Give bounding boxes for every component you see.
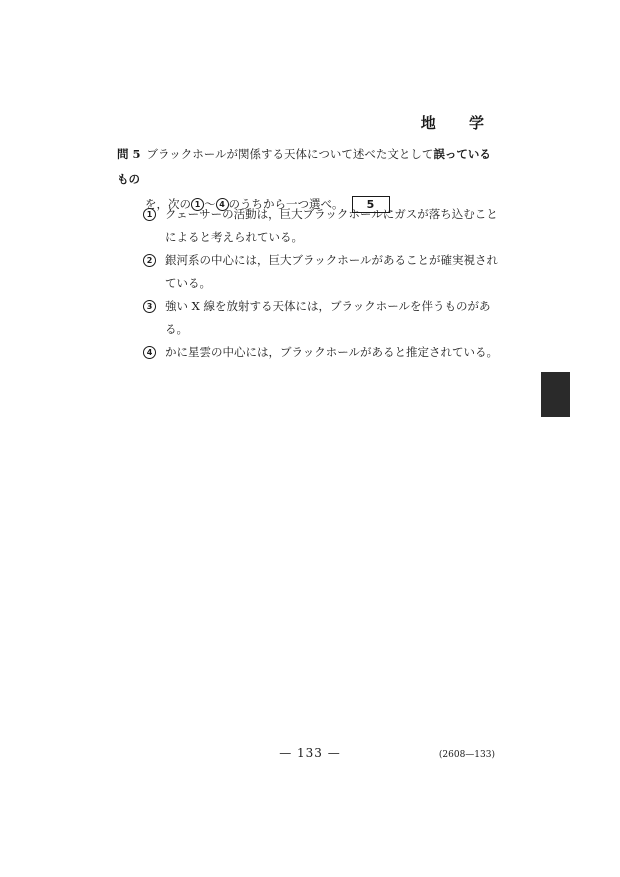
choice-text: 強い X 線を放射する天体には，ブラックホールを伴うものがある。 [165,299,491,336]
choice-number: 1 [143,208,156,221]
question-text-after: を，次の [145,197,191,211]
choice-list [143,203,503,364]
choice-text: クェーサーの活動は，巨大ブラックホールにガスが落ち込むことによると考えられている。 [165,207,498,244]
question-text-tail: のうちから一つ選べ。 [228,197,344,211]
choice-text: 銀河系の中心には，巨大ブラックホールがあることが確実視されている。 [165,253,499,290]
subject-title: 地 学 [420,114,498,132]
choice-item[interactable] [143,341,503,364]
question-emphasis: 誤っているもの [117,147,491,186]
answer-box[interactable]: 5 [352,196,390,213]
choice-item[interactable] [143,249,503,295]
choice-range-start: 1 [191,198,204,211]
choice-range-end: 4 [216,198,229,211]
choice-number: 4 [143,346,156,359]
page-number: — 133 — [279,746,341,760]
exam-code: (2608—133) [438,750,495,760]
choice-item[interactable] [143,203,503,249]
choice-number: 3 [143,300,156,313]
question-text: ブラックホールが関係する天体について述べた文として [146,147,434,161]
choice-text: かに星雲の中心には，ブラックホールがあると推定されている。 [165,345,499,359]
choice-number: 2 [143,254,156,267]
question-line-1 [117,142,502,192]
section-index-tab [541,372,570,417]
choice-item[interactable] [143,295,503,341]
choice-range-separator: ～ [204,197,216,211]
question-number: 問 5 [117,147,141,161]
